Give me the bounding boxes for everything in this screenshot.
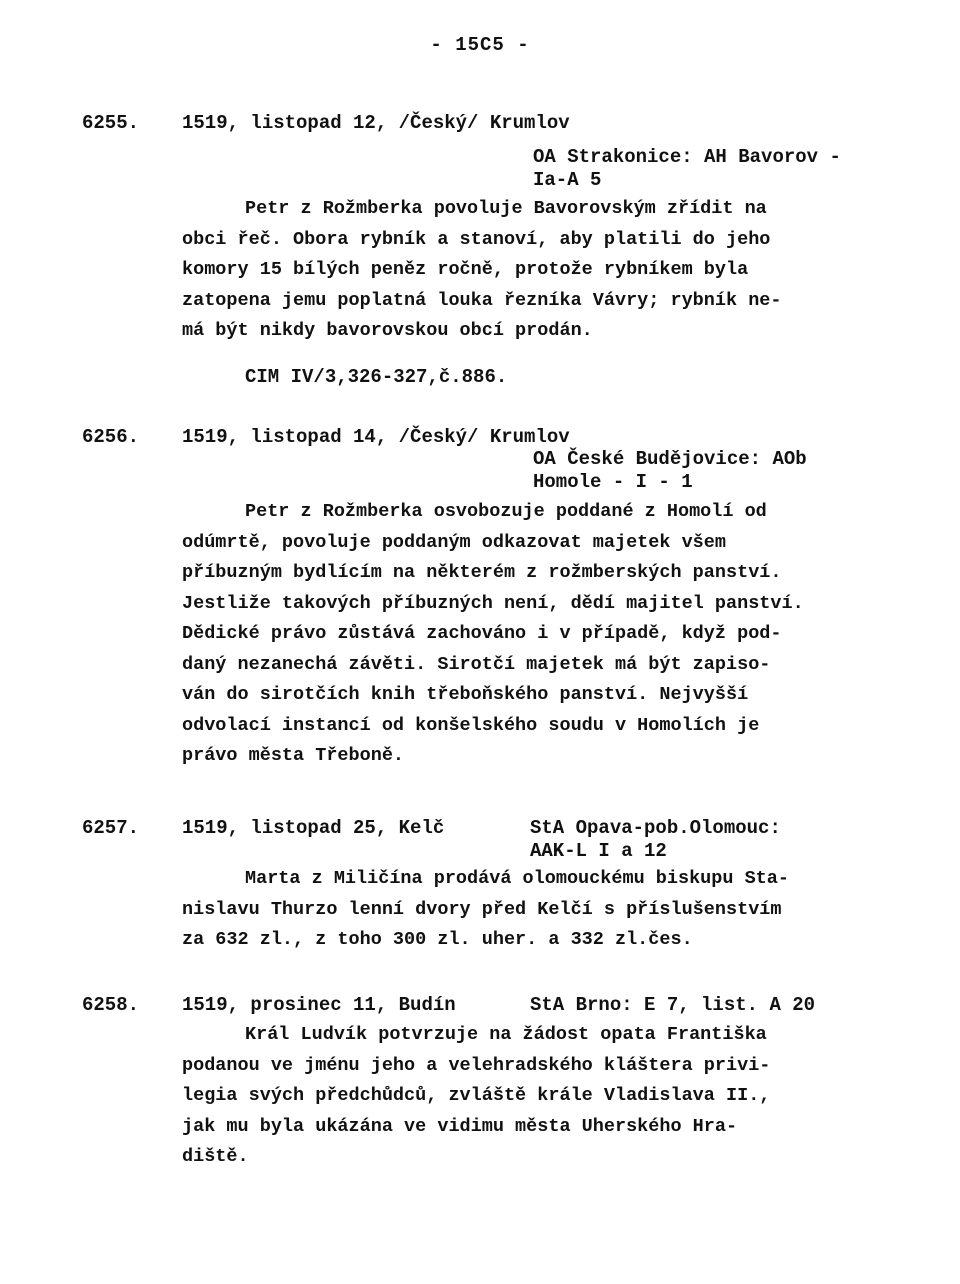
text-line: Petr z Rožmberka osvobozuje poddané z Homolí od [245, 501, 767, 522]
text-line: právo města Třeboně. [182, 745, 405, 766]
text-line: legia svých předchůdců, zvláště krále Vladislava II., [182, 1085, 771, 1106]
entry-number: 6257. [82, 817, 140, 839]
text-line: Král Ludvík potvrzuje na žádost opata Františka [245, 1024, 767, 1045]
text-line: komory 15 bílých peněz ročně, protože rybníkem byla [182, 259, 749, 280]
archive-line: StA Brno: E 7, list. A 20 [530, 994, 816, 1016]
entry-date-place: 1519, listopad 14, /Český/ Krumlov [182, 426, 570, 448]
regest-text [182, 864, 882, 956]
archive-line: OA Strakonice: AH Bavorov - [533, 146, 841, 168]
entry-number: 6256. [82, 426, 140, 448]
archive-line: OA České Budějovice: AOb [533, 448, 807, 470]
entry-date-place: 1519, listopad 25, Kelč [182, 817, 445, 839]
archive-line: AAK-L I a 12 [530, 840, 667, 862]
text-line: ván do sirotčích knih třeboňského panství. Nejvyšší [182, 684, 749, 705]
text-line: Jestliže takových příbuzných není, dědí majitel panství. [182, 592, 804, 614]
regest-text [182, 497, 882, 772]
entry-date-place: 1519, listopad 12, /Český/ Krumlov [182, 112, 570, 134]
text-line: nislavu Thurzo lenní dvory před Kelčí s příslušenstvím [182, 898, 782, 920]
archive-reference [533, 448, 807, 494]
regest-text [182, 194, 882, 347]
regest-text [182, 1020, 882, 1173]
archive-line: Homole - I - 1 [533, 471, 693, 493]
text-line: za 632 zl., z toho 300 zl. uher. a 332 zl.čes. [182, 929, 693, 950]
archive-reference [530, 994, 815, 1017]
text-line: podanou ve jménu jeho a velehradského kláštera privi- [182, 1054, 771, 1076]
text-line: jak mu byla ukázána ve vidimu města Uherského Hra- [182, 1115, 738, 1137]
text-line: má být nikdy bavorovskou obcí prodán. [182, 320, 593, 341]
archive-reference [533, 146, 841, 192]
text-line: Dědické právo zůstává zachováno i v případě, když pod- [182, 623, 782, 644]
archive-line: StA Opava-pob.Olomouc: [530, 817, 781, 839]
entry-date-place: 1519, prosinec 11, Budín [182, 994, 456, 1016]
text-line: odvolací instancí od konšelského soudu v Homolích je [182, 714, 760, 736]
text-line: zatopena jemu poplatná louka řezníka Vávry; rybník ne- [182, 289, 782, 311]
entry-number: 6255. [82, 112, 140, 134]
text-line: daný nezanechá závěti. Sirotčí majetek má být zapiso- [182, 653, 771, 675]
page-number: - 15C5 - [430, 34, 530, 56]
text-line: obci řeč. Obora rybník a stanoví, aby platili do jeho [182, 228, 771, 250]
text-line: Petr z Rožmberka povoluje Bavorovským zřídit na [245, 198, 767, 219]
text-line: Marta z Miličína prodává olomouckému biskupu Sta- [245, 868, 789, 889]
entry-number: 6258. [82, 994, 140, 1016]
text-line: příbuzným bydlícím na některém z rožmberských panství. [182, 562, 782, 583]
text-line: odúmrtě, povoluje poddaným odkazovat majetek všem [182, 531, 726, 553]
citation: CIM IV/3,326-327,č.886. [245, 366, 508, 388]
archive-reference [530, 817, 781, 863]
text-line: diště. [182, 1146, 249, 1167]
archive-line: Ia-A 5 [533, 169, 602, 191]
